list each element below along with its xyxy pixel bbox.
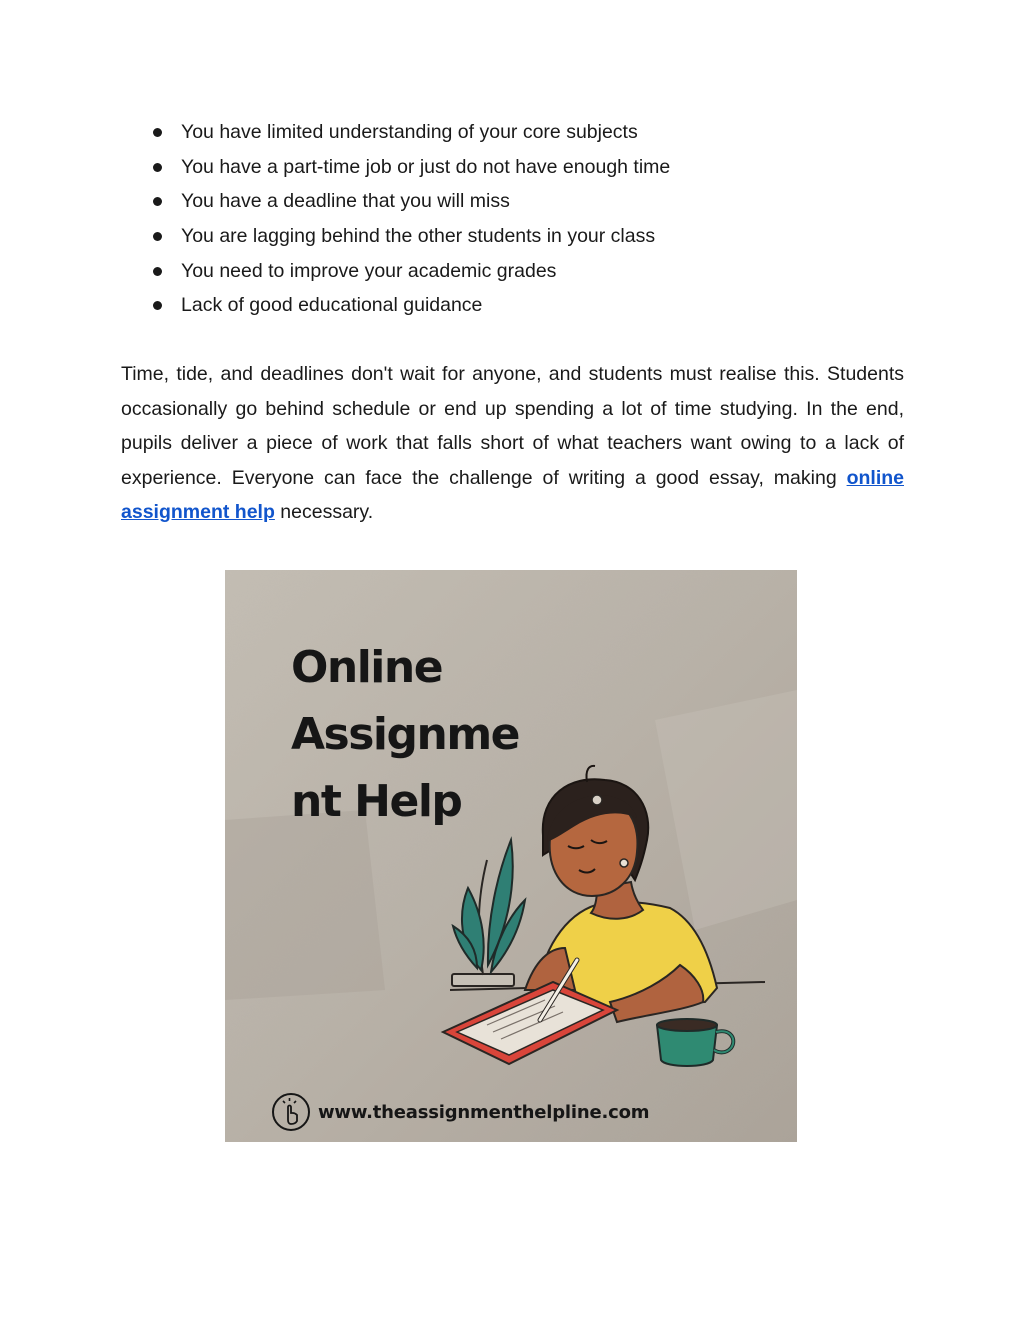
bullet-dot-icon: [153, 267, 162, 276]
body-paragraph: [121, 357, 904, 530]
bullet-dot-icon: [153, 232, 162, 241]
poster-title-line: Online: [291, 642, 443, 693]
paragraph-text-end: necessary.: [274, 501, 374, 524]
click-hand-icon: [271, 1092, 311, 1132]
poster-url: www.theassignmenthelpline.com: [318, 1102, 650, 1123]
list-item: You are lagging behind the other students in your class: [150, 219, 670, 254]
list-item: You need to improve your academic grades: [150, 254, 670, 289]
paragraph-text: Time, tide, and deadlines don't wait for anyone, and students must realise this. Students occasionally go behind schedule or end up spending a lot of time studying. In the end, pupils deliver a piece of work that falls short of what teachers want owing to a lack of experience. Everyone can face the challenge of writing a good essay, making: [121, 363, 904, 489]
poster-image: [225, 570, 797, 1142]
online-assignment-help-link[interactable]: online assignment help: [121, 466, 904, 524]
poster-title: [291, 634, 519, 835]
list-item: Lack of good educational guidance: [150, 288, 670, 323]
poster-title-line: Assignme: [291, 709, 520, 760]
bullet-dot-icon: [153, 128, 162, 137]
list-item: You have a deadline that you will miss: [150, 184, 670, 219]
bullet-dot-icon: [153, 197, 162, 206]
bullet-dot-icon: [153, 163, 162, 172]
list-item: You have a part-time job or just do not have enough time: [150, 150, 670, 185]
bullet-list: [150, 115, 670, 323]
list-item: You have limited understanding of your core subjects: [150, 115, 670, 150]
poster-title-line: nt Help: [291, 776, 462, 827]
bullet-dot-icon: [153, 301, 162, 310]
